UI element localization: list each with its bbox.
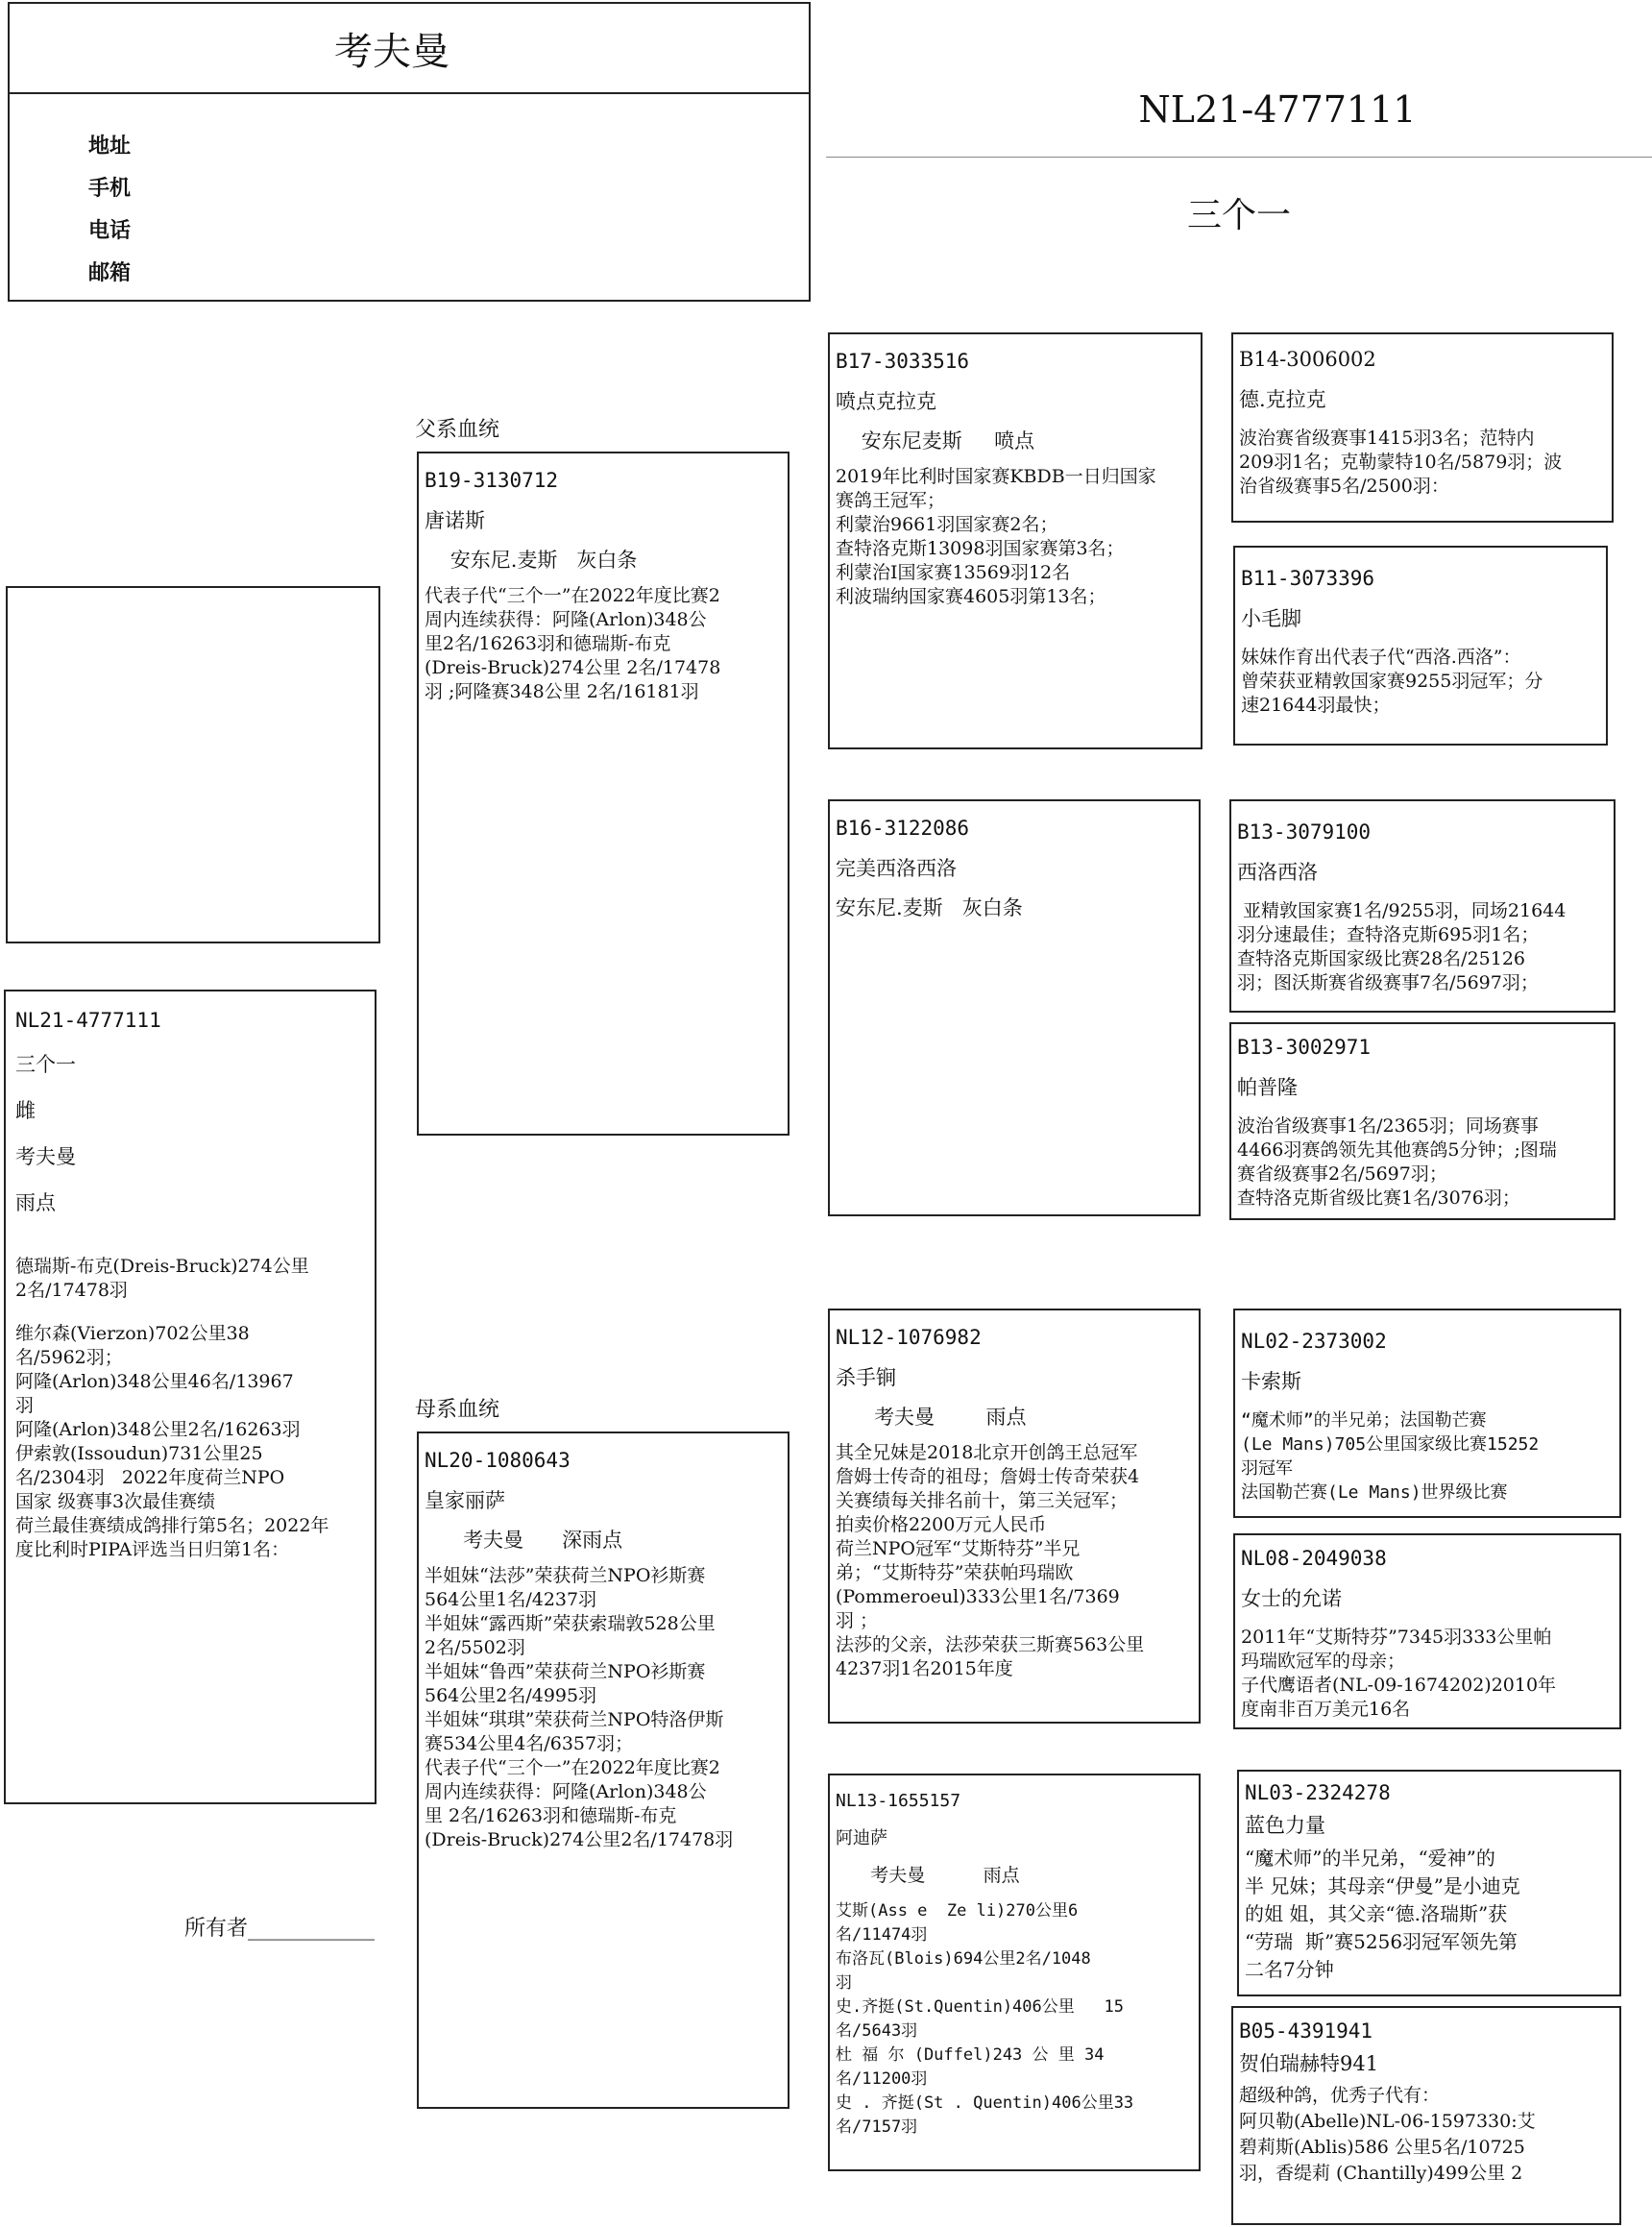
subject-name: 三个一 <box>15 1053 76 1076</box>
sire-sire-box <box>828 332 1203 749</box>
contact-label-phone: 电话 <box>88 218 132 243</box>
subject-box <box>4 990 377 1804</box>
gen4-notes-7: “魔术师”的半兄弟，“爱神”的 半 兄妹；其母亲“伊曼”是小迪克 的姐 姐，其父亲“德.洛瑞斯”获 “劳瑞 斯”赛5256羽冠军领先第 二名7分钟 <box>1245 1847 1520 1981</box>
header-ring-number: NL21-4777111 <box>1138 88 1417 131</box>
gen4-name-3: 西洛西洛 <box>1237 861 1318 884</box>
dam-sire-name: 杀手锏 <box>836 1366 896 1389</box>
gen4-ring-2: B11-3073396 <box>1241 567 1375 590</box>
gen4-notes-3: 亚精敦国家赛1名/9255羽，同场21644 羽分速最佳；查特洛克斯695羽1名； 查特洛克斯国家级比赛28名/25126 羽；图沃斯赛省级赛事7名/5697羽； <box>1237 900 1567 993</box>
sire-sire-breeder-color: 安东尼麦斯 喷点 <box>836 429 1035 453</box>
sire-dam-ring: B16-3122086 <box>836 817 970 840</box>
contact-label-email: 邮箱 <box>88 260 132 285</box>
gen4-ring-5: NL02-2373002 <box>1241 1330 1387 1353</box>
subject-ring: NL21-4777111 <box>15 1009 161 1032</box>
gen4-name-8: 贺伯瑞赫特941 <box>1239 2052 1379 2075</box>
subject-owner: 考夫曼 <box>15 1145 76 1168</box>
gen4-ring-8: B05-4391941 <box>1239 2019 1373 2043</box>
subject-sex: 雌 <box>15 1099 36 1122</box>
gen4-name-1: 德.克拉克 <box>1239 388 1326 411</box>
owner-signature: 所有者____________ <box>184 1917 376 1941</box>
gen4-ring-3: B13-3079100 <box>1237 820 1372 844</box>
sire-breeder-color: 安东尼.麦斯 灰白条 <box>425 549 638 572</box>
gen4-name-2: 小毛脚 <box>1241 607 1301 630</box>
dam-sire-notes: 其全兄妹是2018北京开创鸽王总冠军 詹姆士传奇的祖母；詹姆士传奇荣获4 关赛绩每关排名前十，第三关冠军； 拍卖价格2200万元人民币 荷兰NPO冠军“艾斯特芬”半兄 弟；“艾斯特芬”荣获帕玛瑞欧 (Pommeroeul)333公里1名/7369 羽 ； 法莎的父亲，法莎荣获三斯赛563公里 4237羽1名2015年度 <box>836 1442 1145 1679</box>
gen4-ring-6: NL08-2049038 <box>1241 1547 1387 1570</box>
dam-dam-breeder-color: 考夫曼 雨点 <box>836 1865 1020 1886</box>
gen4-box-3 <box>1229 799 1616 1013</box>
gen4-box-7 <box>1237 1770 1621 1996</box>
dam-name: 皇家丽萨 <box>425 1489 505 1512</box>
gen4-box-6 <box>1233 1533 1621 1729</box>
gen4-notes-1: 波治赛省级赛事1415羽3名；范特内 209羽1名；克勒蒙特10名/5879羽；波 治省级赛事5名/2500羽： <box>1239 428 1563 497</box>
dam-dam-ring: NL13-1655157 <box>836 1791 961 1811</box>
gen4-notes-6: 2011年“艾斯特芬”7345羽333公里帕 玛瑞欧冠军的母亲； 子代鹰语者(NL-09-1674202)2010年 度南非百万美元16名 <box>1241 1627 1557 1720</box>
photo-placeholder <box>6 586 380 943</box>
gen4-ring-1: B14-3006002 <box>1239 348 1376 371</box>
subject-result-1: 德瑞斯-布克(Dreis-Bruck)274公里 2名/17478羽 <box>15 1256 309 1301</box>
sire-sire-notes: 2019年比利时国家赛KBDB一日归国家 赛鸽王冠军； 利蒙治9661羽国家赛2名； 查特洛克斯13098羽国家赛第3名； 利蒙治I国家赛13569羽12名 利波瑞纳国家赛4605羽第13名； <box>836 466 1156 607</box>
gen4-box-8 <box>1231 2006 1621 2225</box>
dam-sire-box <box>828 1309 1201 1724</box>
dam-sire-ring: NL12-1076982 <box>836 1326 982 1349</box>
gen4-notes-5: “魔术师”的半兄弟；法国勒芒赛 (Le Mans)705公里国家级比赛15252 羽冠军 法国勒芒赛(Le Mans)世界级比赛 <box>1241 1410 1540 1503</box>
sire-name: 唐诺斯 <box>425 509 485 532</box>
sire-dam-name: 完美西洛西洛 <box>836 857 957 880</box>
dam-dam-name: 阿迪萨 <box>836 1828 887 1848</box>
contact-label-address: 地址 <box>88 134 132 159</box>
gen4-notes-8: 超级种鸽，优秀子代有： 阿贝勒(Abelle)NL-06-1597330:艾 碧莉斯(Ablis)586 公里5名/10725 羽，香缇莉 (Chantilly)499公里 2 <box>1239 2085 1536 2184</box>
dam-box <box>417 1432 790 2109</box>
gen4-name-4: 帕普隆 <box>1237 1076 1298 1099</box>
sire-sire-ring: B17-3033516 <box>836 350 970 373</box>
header-owner-divider <box>8 92 811 94</box>
sire-sire-name: 喷点克拉克 <box>836 390 936 413</box>
dam-dam-box <box>828 1774 1201 2171</box>
dam-dam-notes: 艾斯(Ass e Ze li)270公里6 名/11474羽 布洛瓦(Blois)694公里2名/1048 羽 史.齐挺(St.Quentin)406公里 15 名/5643羽 杜 福 尔 (Duffel)243 公 里 34 名/11200羽 史 . 齐挺(St . Quentin)406公里33 名/7157羽 <box>836 1901 1134 2137</box>
sire-ring: B19-3130712 <box>425 469 559 492</box>
contact-labels <box>88 125 131 294</box>
gen4-name-7: 蓝色力量 <box>1245 1814 1325 1837</box>
gen4-notes-2: 妹妹作育出代表子代“西洛.西洛”： 曾荣获亚精敦国家赛9255羽冠军；分 速21644羽最快； <box>1241 647 1543 716</box>
header-divider-right <box>826 157 1652 158</box>
gen4-box-1 <box>1231 332 1614 523</box>
gen4-name-6: 女士的允诺 <box>1241 1587 1342 1610</box>
dam-ring: NL20-1080643 <box>425 1449 571 1472</box>
father-line-label: 父系血统 <box>415 418 500 442</box>
sire-box <box>417 452 790 1136</box>
gen4-box-5 <box>1233 1309 1621 1518</box>
owner-name-title: 考夫曼 <box>334 30 449 74</box>
gen4-box-2 <box>1233 546 1608 746</box>
gen4-notes-4: 波治省级赛事1名/2365羽；同场赛事 4466羽赛鸽领先其他赛鸽5分钟；;图瑞 赛省级赛事2名/5697羽； 查特洛克斯省级比赛1名/3076羽； <box>1237 1115 1557 1209</box>
sire-dam-box <box>828 799 1201 1216</box>
gen4-name-5: 卡索斯 <box>1241 1370 1301 1393</box>
sire-dam-breeder-color: 安东尼.麦斯 灰白条 <box>836 896 1023 919</box>
mother-line-label: 母系血统 <box>415 1398 500 1422</box>
contact-label-mobile: 手机 <box>88 176 132 201</box>
gen4-ring-4: B13-3002971 <box>1237 1036 1372 1059</box>
header-pigeon-name: 三个一 <box>1186 196 1291 235</box>
subject-color: 雨点 <box>15 1191 56 1214</box>
gen4-box-4 <box>1229 1022 1616 1220</box>
gen4-ring-7: NL03-2324278 <box>1245 1781 1391 1804</box>
dam-sire-breeder-color: 考夫曼 雨点 <box>836 1406 1027 1429</box>
dam-notes: 半姐妹“法莎”荣获荷兰NPO衫斯赛 564公里1名/4237羽 半姐妹“露西斯”荣获索瑞敦528公里 2名/5502羽 半姐妹“鲁西”荣获荷兰NPO衫斯赛 564公里2名/4995羽 半姐妹“琪琪”荣获荷兰NPO特洛伊斯 赛534公里4名/6357羽； 代表子代“三个一”在2022年度比赛2 周内连续获得：阿隆(Arlon)348公 里 2名/16263羽和德瑞斯-布克 (Dreis-Bruck)274公里2名/17478羽 <box>425 1565 734 1850</box>
subject-result-2: 维尔森(Vierzon)702公里38 名/5962羽； 阿隆(Arlon)348公里46名/13967 羽 阿隆(Arlon)348公里2名/16263羽 伊索敦(Issoudun)731公里25 名/2304羽 2022年度荷兰NPO 国家 级赛事3次最佳赛绩 荷兰最佳赛绩成鸽排行第5名；2022年 度比利时PIPA评选当日归第1名： <box>15 1323 329 1560</box>
dam-breeder-color: 考夫曼 深雨点 <box>425 1529 623 1552</box>
sire-notes: 代表子代“三个一”在2022年度比赛2 周内连续获得：阿隆(Arlon)348公 里2名/16263羽和德瑞斯-布克 (Dreis-Bruck)274公里 2名/17478 羽 ;阿隆赛348公里 2名/16181羽 <box>425 585 721 702</box>
